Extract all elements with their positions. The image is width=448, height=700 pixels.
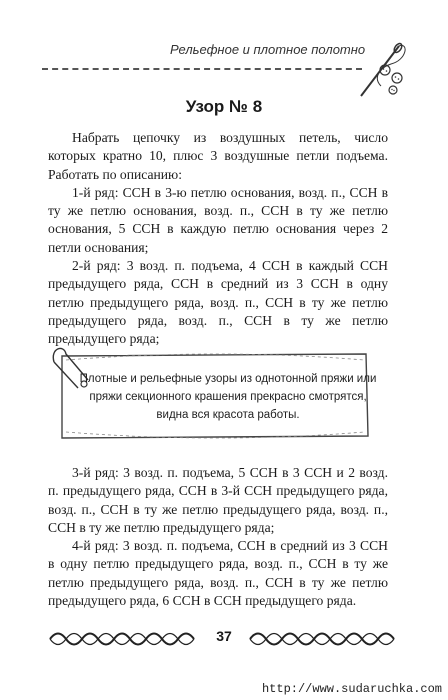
text-block-top [48, 129, 388, 349]
footer-ornament-right [248, 626, 400, 652]
running-header: Рельефное и плотное полотно [170, 42, 366, 57]
tip-note [48, 340, 378, 450]
header-divider [42, 68, 362, 70]
needle-and-buttons-icon [355, 40, 411, 100]
tip-text: Плотные и рельефные узоры из однотонной пряжи или пряжи секционного крашения прекрасно смотрятся, видна вся красота работы. [79, 373, 377, 421]
text-block-bottom [48, 464, 388, 610]
footer-ornament-left [48, 626, 200, 652]
page-number: 37 [216, 628, 232, 644]
paragraph: 3-й ряд: 3 возд. п. подъема, 5 ССН в 3 ССН и 2 возд. п. предыдущего ряда, ССН в 3-й ССН предыдущего ряда, возд. п., ССН в ту же петлю предыдущего ряда, возд. п., ССН в ту же петлю предыдущего ряда; [48, 465, 388, 535]
source-watermark[interactable]: http://www.sudaruchka.com [261, 682, 442, 696]
paragraph: 4-й ряд: 3 возд. п. подъема, ССН в средний из 3 ССН в одну петлю предыдущего ряда, возд. п., ССН в ту же петлю предыдущего ряда, возд. п., ССН в ту же петлю предыдущего ряда, 6 ССН в ССН предыдущего ряда. [48, 538, 388, 609]
pattern-heading: Узор № 8 [185, 97, 263, 116]
paragraph: 2-й ряд: 3 возд. п. подъема, 4 ССН в каждый ССН предыдущего ряда, ССН в средний из 3 ССН в одну петлю предыдущего ряда, возд. п., ССН в ту же петлю предыдущего ряда, возд. п., ССН в ту же петлю предыдущего ряда; [48, 258, 388, 347]
paragraph: Набрать цепочку из воздушных петель, число которых кратно 10, плюс 3 воздушные петли подъема. Работать по описанию: [48, 130, 388, 182]
paragraph: 1-й ряд: ССН в 3-ю петлю основания, возд. п., ССН в ту же петлю основания, возд. п., ССН в ту же петлю основания, 5 ССН в каждую петлю основания через 2 петли основания; [48, 184, 388, 255]
